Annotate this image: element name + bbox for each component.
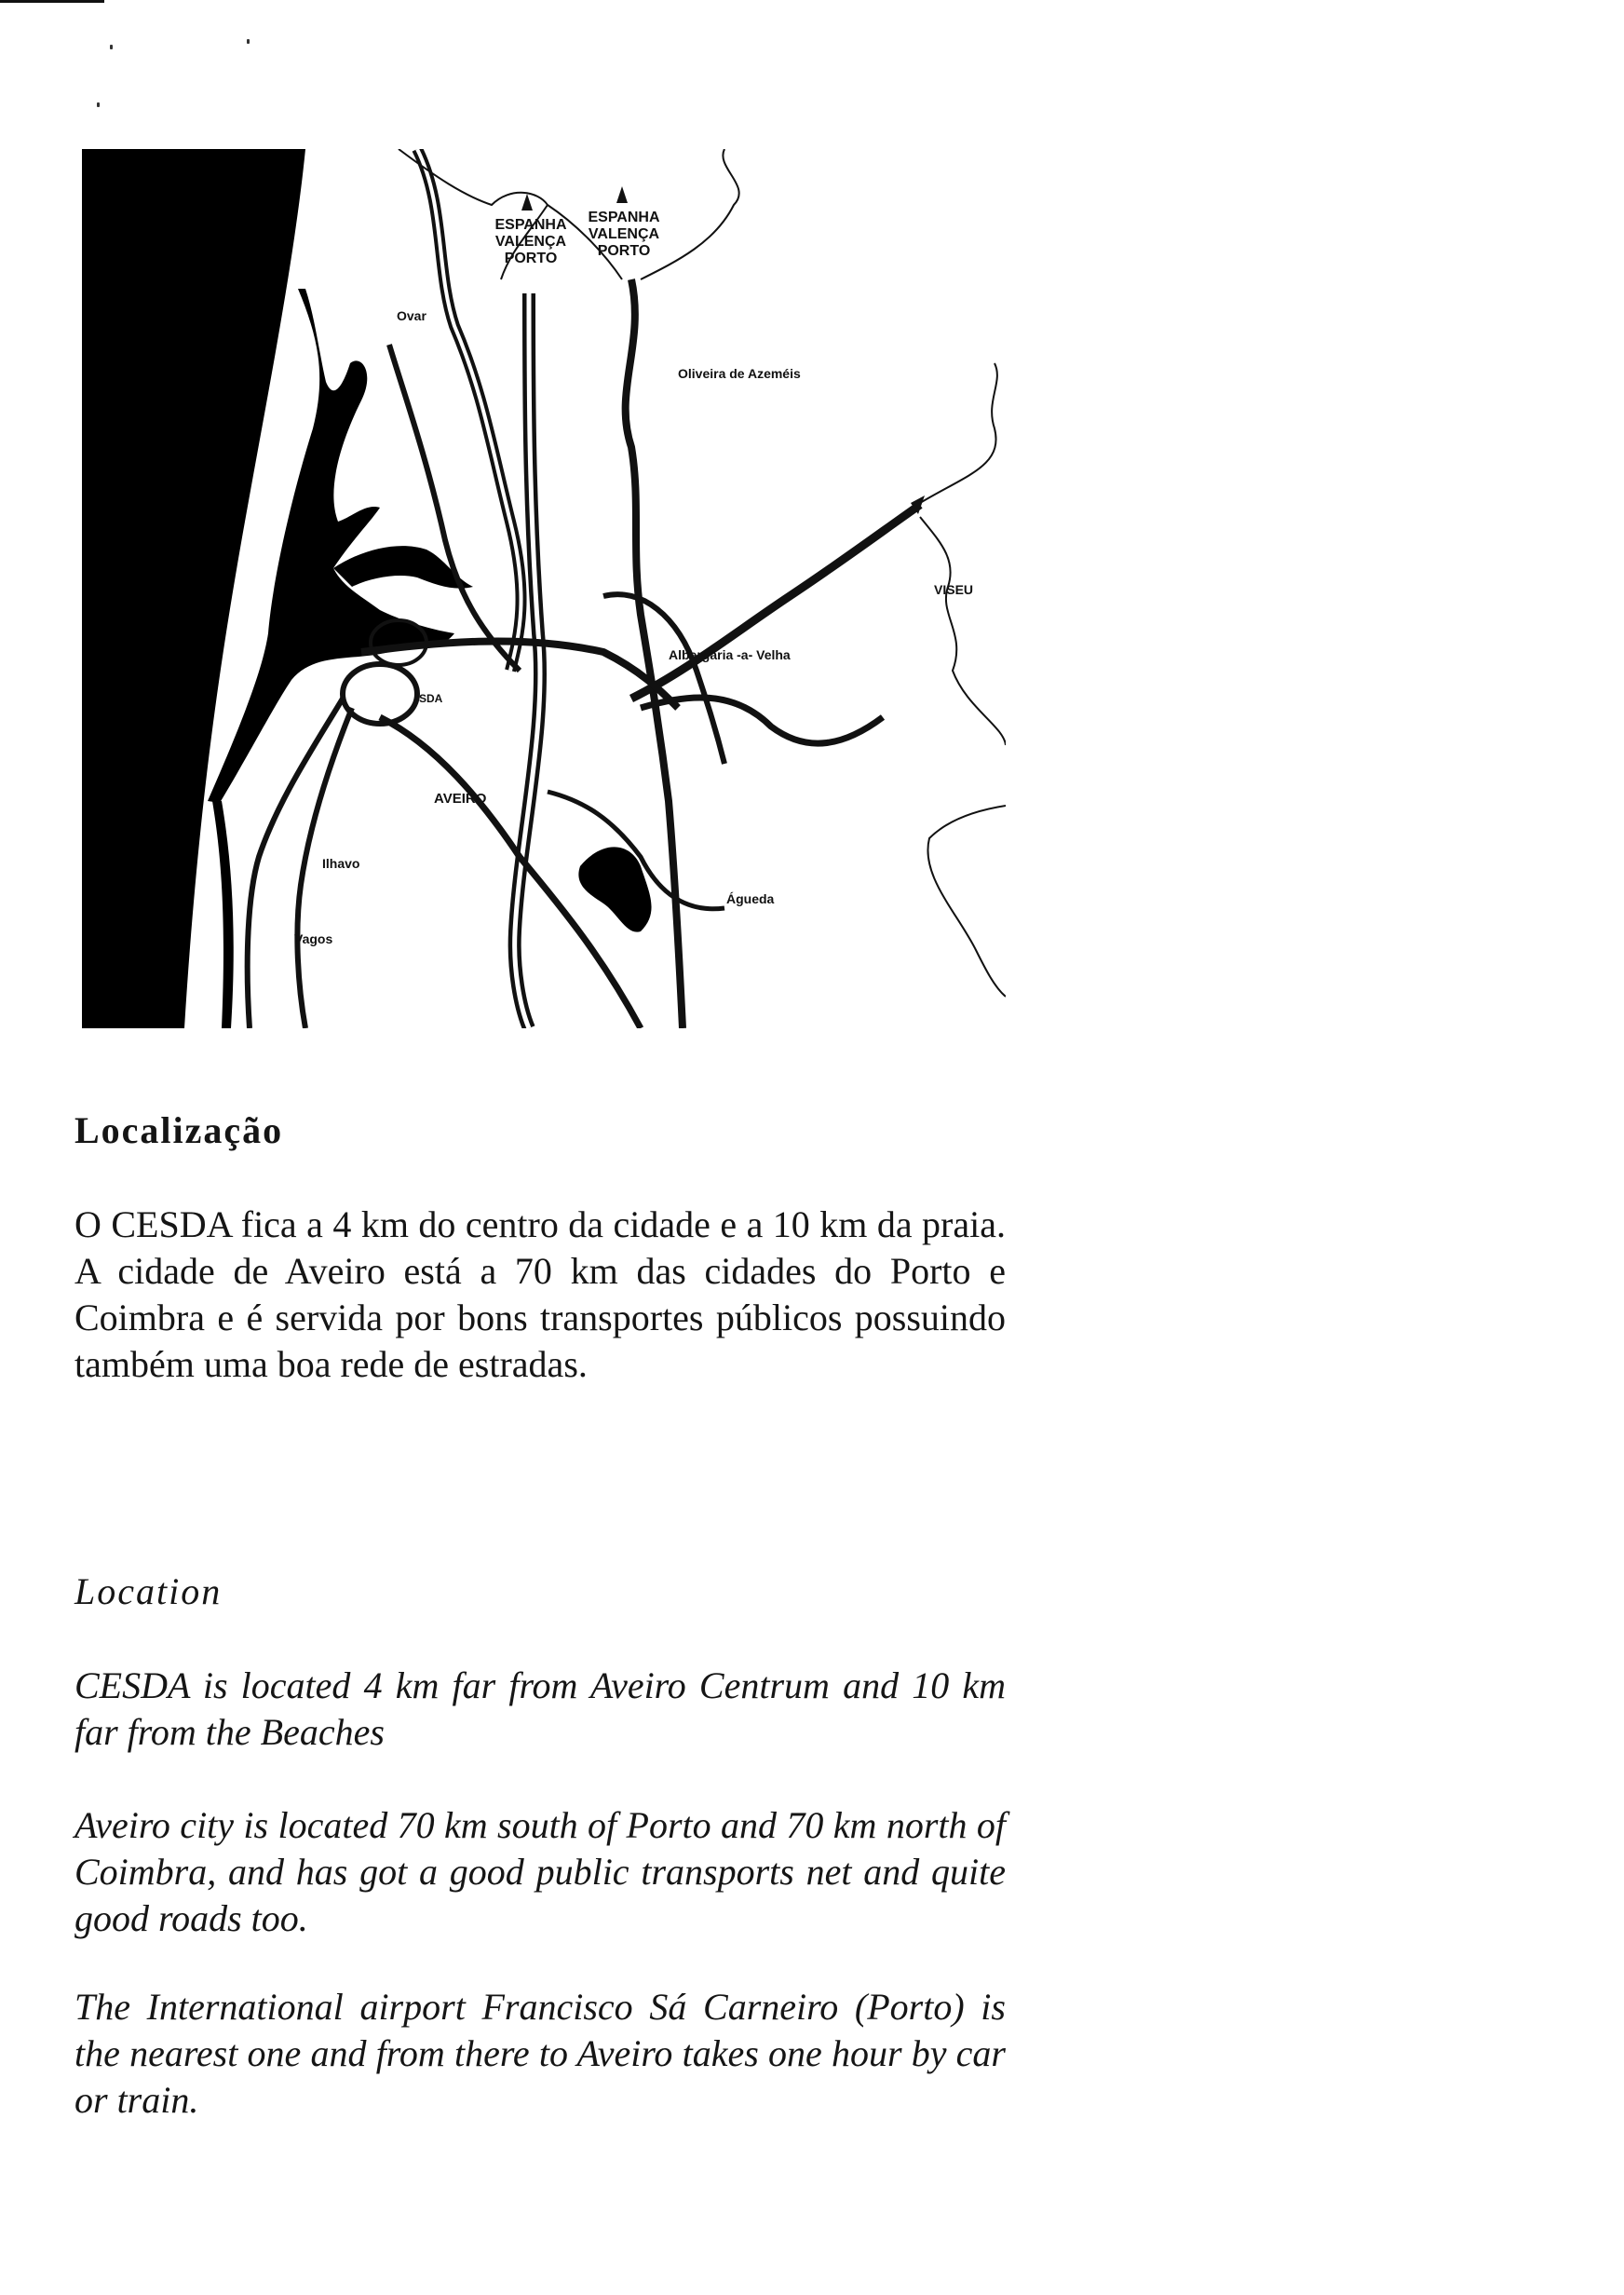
top-rule: [0, 0, 104, 3]
boundary-east-3: [927, 806, 1006, 997]
label-espanha-right: ESPANHA: [588, 210, 660, 225]
location-map: [82, 149, 1006, 1028]
label-ovar: Ovar: [397, 308, 426, 323]
heading-location: Location: [74, 1570, 223, 1612]
scan-speck: [97, 102, 100, 107]
label-albergaria: Albergaria -a- Velha: [669, 647, 791, 662]
paragraph-pt: O CESDA fica a 4 km do centro da cidade e a 10 km da praia. A cidade de Aveiro está a 70 km das cidades do Porto e Coimbra e é servida por bons transportes públicos possuindo também uma boa rede de estradas.: [74, 1203, 1006, 1385]
label-oliveira: Oliveira de Azeméis: [678, 366, 801, 381]
label-porto-right: PORTO: [597, 243, 651, 259]
label-ilhavo: Ilhavo: [322, 856, 360, 871]
aveiro-ring: [343, 664, 417, 724]
label-valenca-left: VALENÇA: [494, 234, 567, 250]
label-valenca-right: VALENÇA: [588, 226, 660, 242]
label-espanha-left: ESPANHA: [494, 217, 567, 233]
scan-speck: [110, 45, 113, 49]
arrow-up-left: [521, 194, 533, 210]
road-ip5: [631, 505, 920, 699]
lagoon-south: [212, 801, 234, 1028]
arrow-up-right: [616, 186, 628, 203]
scan-speck: [247, 39, 250, 44]
paragraph-en-1: CESDA is located 4 km far from Aveiro Centrum and 10 km far from the Beaches: [74, 1664, 1006, 1753]
label-cesda: SDA: [419, 692, 443, 705]
paragraph-en-3: The International airport Francisco Sá Carneiro (Porto) is the nearest one and from there to Aveiro takes one hour by car or train.: [74, 1986, 1006, 2121]
boundary-east-1: [920, 363, 997, 503]
label-agueda: Águeda: [726, 891, 775, 906]
label-aveiro: AVEIRO: [434, 791, 487, 807]
label-vagos: Vagos: [294, 931, 333, 946]
sea-area: [82, 149, 305, 1028]
label-porto-left: PORTO: [504, 251, 558, 266]
label-viseu: VISEU: [934, 582, 974, 597]
heading-localizacao: Localização: [74, 1109, 284, 1151]
paragraph-en-2: Aveiro city is located 70 km south of Porto and 70 km north of Coimbra, and has got a good public transports net and quite good roads too.: [74, 1804, 1006, 1939]
boundary-east-2: [920, 517, 1006, 745]
